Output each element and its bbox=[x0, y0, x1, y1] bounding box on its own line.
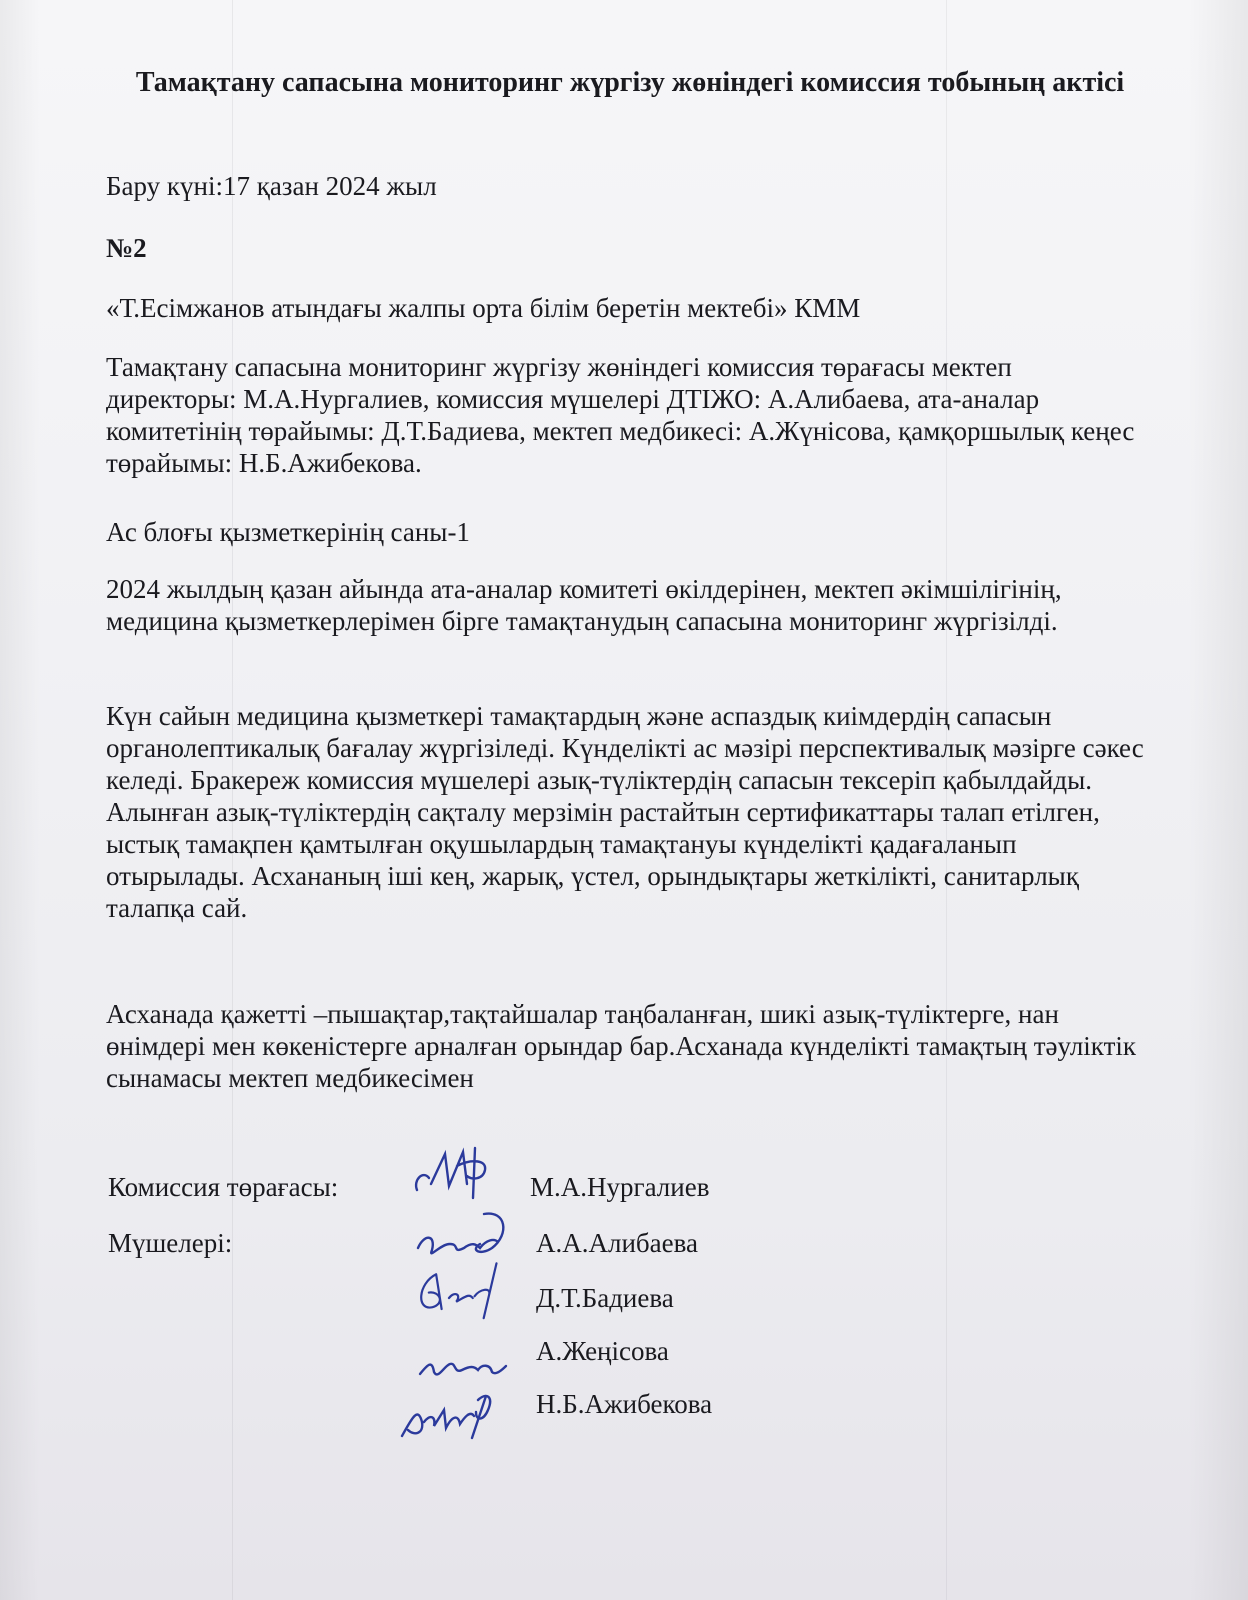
staff-count: Ас блоғы қызметкерінің саны-1 bbox=[106, 517, 470, 547]
daily-check-paragraph: Күн сайын медицина қызметкері тамақтардың және аспаздық киімдердің сапасын органолептикалық бағалау жүргізіледі. Күнделікті ас мәзірі перспективалық мәзірге сәкес келеді. Бракереж комиссия мүшелері азық-түліктердің сапасын тексеріп қабылдайды. Алынған азық-түліктердің сақталу мерзімін растайтын сертификаттары талап етілген, ыстық тамақпен қамтылған оқушылардың тамақтануы күнделікті қадағаланып отырылады. Асхананың іші кең, жарық, үстел, орындықтары жеткілікті, санитарлық талапқа сай. bbox=[106, 701, 1144, 923]
paper-shadow-right bbox=[1188, 0, 1248, 1600]
member-name: А.А.Алибаева bbox=[536, 1228, 698, 1258]
paper-shadow-left bbox=[0, 0, 40, 1600]
member-signature bbox=[394, 1382, 504, 1446]
member-signature bbox=[404, 1256, 514, 1320]
visit-date: Бару күні:17 қазан 2024 жыл bbox=[106, 171, 437, 201]
commission-paragraph: Тамақтану сапасына мониторинг жүргізу жөніндегі комиссия төрағасы мектеп директоры: М.А.Нургалиев, комиссия мүшелері ДТІЖО: А.Алибаева, ата-аналар комитетінің төрайымы: Д.Т.Бадиева, мектеп медбикесі: А.Жүнісова, қамқоршылық кеңес төрайымы: Н.Б.Ажибекова. bbox=[106, 352, 1135, 478]
members-label: Мүшелері: bbox=[108, 1228, 233, 1258]
member-name: Д.Т.Бадиева bbox=[536, 1283, 674, 1313]
chair-label: Комиссия төрағасы: bbox=[108, 1172, 339, 1202]
chair-signature bbox=[405, 1140, 515, 1204]
act-number: №2 bbox=[106, 233, 147, 263]
school-name: «Т.Есімжанов атындағы жалпы орта білім беретін мектебі» КММ bbox=[106, 293, 861, 323]
member-name: А.Жеңісова bbox=[536, 1336, 669, 1366]
kitchen-paragraph: Асханада қажетті –пышақтар,тақтайшалар таңбаланған, шикі азық-түліктерге, нан өнімдері мен көкеністерге арналған орындар бар.Асханада күнделікті тамақтың тәуліктік сынамасы мектеп медбикесімен bbox=[106, 999, 1136, 1093]
member-name: Н.Б.Ажибекова bbox=[536, 1389, 713, 1419]
chair-name: М.А.Нургалиев bbox=[530, 1172, 710, 1202]
document-title: Тамақтану сапасына мониторинг жүргізу жөніндегі комиссия тобының актісі bbox=[135, 67, 1125, 98]
monitoring-paragraph: 2024 жылдың қазан айында ата-аналар комитеті өкілдерінен, мектеп әкімшілігінің, медицина қызметкерлерімен бірге тамақтанудың сапасына мониторинг жүргізілді. bbox=[106, 574, 1062, 636]
